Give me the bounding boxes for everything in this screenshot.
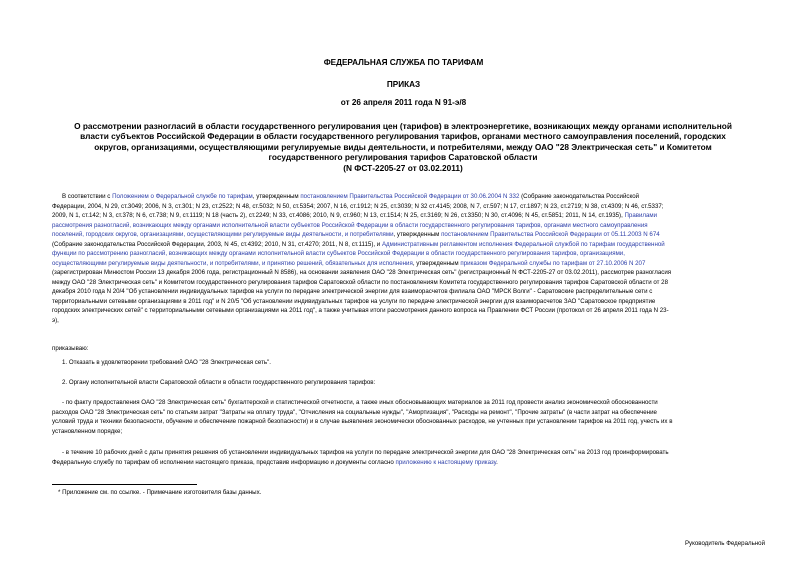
preamble-line — [52, 211, 768, 221]
link-appendix[interactable]: приложению к настоящему приказу — [395, 458, 497, 466]
preamble-line: Федерации, 2004, N 29, ст.3049; 2006, N 3, ст.301; N 23, ст.2522; N 48, ст.5032; N 50, ст.5354; 2007, N 16, ст.1912; N 25, ст.3039; N 32 ст.4145; 2008, N 7, ст.597; N 17, ст.1897; N 23, ст.2719; N 38, ст.4309; N 46, ст.5337; — [52, 202, 664, 210]
text-run: , утвержденным — [252, 193, 301, 200]
preamble-line — [52, 249, 768, 259]
signature-line: Руководитель Федеральной — [684, 540, 765, 547]
title-line: О рассмотрении разногласий в области государственного регулирования цен (тарифов) в электроэнергетике, возникающих между органами исполнительной — [74, 121, 732, 131]
order-subitem-1 — [52, 398, 768, 436]
order-item-2: 2. Органу исполнительной власти Саратовской области в области государственного регулирования тарифов: — [62, 379, 376, 386]
order-word: приказываю: — [52, 345, 89, 352]
text-run: (Собрание законодательства Российской Федерации, 2003, N 45, ст.4392; 2010, N 31, ст.4270; 2011, N 8, ст.1115), и — [52, 240, 382, 248]
preamble-line: э), — [52, 316, 59, 324]
subitem-line: установленном порядке; — [52, 427, 123, 435]
preamble-line: городских электрических сетей" с территориальными сетевыми организациями на 2011 год", а также учитывая итоги рассмотрения данного вопроса на Правлении ФСТ России (протокол от 26 апреля 2011 года N 23- — [52, 307, 669, 314]
order-subitem-2 — [52, 448, 768, 467]
preamble-line — [52, 230, 768, 240]
text-run: , утвержденным — [393, 231, 442, 238]
title-line: власти субъектов Российской Федерации в области государственного регулирования тарифов, органами местного самоуправления поселений, городских — [80, 131, 726, 142]
link-rules-end[interactable]: поселений, городских округов, организациями, осуществляющими регулируемые виды деятельности, и потребителями — [52, 231, 394, 238]
link-admin-regulation[interactable]: Административным регламентом исполнения Федеральной службой по тарифам государственной — [381, 240, 665, 248]
title-line: округов, организациями, осуществляющими регулируемые виды деятельности, и потребителями, между ОАО "28 Электрическая сеть" и Комитетом — [94, 141, 712, 152]
link-admin-regulation-end[interactable]: осуществляющими регулируемые виды деятельности, и потребителями, и принятию решений, обязательных для исполнения — [52, 259, 413, 267]
subitem-line: условий труда и техники безопасности, обучение и обеспечение пожарной безопасности) и в случае выявления экономически обоснованных расходов, не учтенных при установлении тарифов на 2011 год, учесть их в — [52, 418, 673, 425]
footnote: * Приложение см. по ссылке. - Примечание изготовителя базы данных. — [58, 489, 262, 496]
link-government-resolution-674[interactable]: постановлением Правительства Российской Федерации от 05.11.2003 N 674 — [441, 231, 660, 238]
text-run: 2009, N 1, ст.142; N 3, ст.378; N 6, ст.738; N 9, ст.1119; N 18 (часть 2), ст.2249; N 33, ст.4086; 2010, N 9, ст.960; N 13, ст.1514; N 25, ст.3169; N 26, ст.3350; N 30, ст.4096; N 45, ст.5851; 2011, N 14, ст.1935), — [52, 212, 625, 219]
title-line: государственного регулирования тарифов Саратовской области — [268, 152, 538, 163]
subitem-line: расходов ОАО "28 Электрическая сеть" по статьям затрат "Затраты на оплату труда", "Отчисления на социальные нужды", "Амортизация", "Расходы на ремонт", "Прочие затраты" (в части затрат на обеспечение — [52, 408, 657, 416]
document-type: ПРИКАЗ — [386, 80, 421, 89]
link-regulation-fst[interactable]: Положением о Федеральной службе по тарифам — [112, 193, 253, 200]
preamble-line — [52, 221, 768, 231]
title-line: (N ФСТ-2205-27 от 03.02.2011) — [343, 162, 463, 173]
text-run: (Собрание законодательства Российской — [519, 193, 640, 200]
preamble-line: между ОАО "28 Электрическая сеть" и Комитетом государственного регулирования тарифов Саратовской области по постановлениям Комитета государственного регулирования тарифов Саратовской области от 28 — [52, 278, 669, 286]
document-title — [52, 121, 754, 173]
preamble-line: (зарегистрирован Минюстом России 13 декабря 2006 года, регистрационный N 8586), на основании заявления ОАО "28 Электрическая сеть" (регистрационный N ФСТ-2205-27 от 03.02.2011), рассмотрев разногласия — [52, 269, 672, 276]
preamble-line: территориальными сетевыми организациями в 2011 год" и N 20/5 "Об установлении индивидуальных тарифов на услуги по передаче электрической энергии для взаиморасчетов ЗАО "Саратовское предприятие — [52, 297, 656, 305]
agency-heading: ФЕДЕРАЛЬНАЯ СЛУЖБА ПО ТАРИФАМ — [323, 58, 484, 67]
link-rules[interactable]: Правилами — [624, 212, 658, 219]
text-run: В соответствии с — [62, 193, 113, 200]
subitem-line — [52, 458, 768, 468]
link-rules-continued[interactable]: рассмотрения разногласий, возникающих между органами исполнительной власти субъектов Российской Федерации в области государственного регулирования тарифов, органами местного самоуправления — [52, 221, 648, 229]
text-run: , утвержденным — [412, 259, 461, 267]
preamble-paragraph — [52, 192, 768, 325]
subitem-line: - в течение 10 рабочих дней с даты принятия решения об установлении индивидуальных тарифов на услуги по передаче электрической энергии для ОАО "28 Электрическая сеть" на 2013 год проинформировать — [62, 449, 669, 456]
text-run: . — [496, 458, 498, 466]
preamble-line — [52, 192, 768, 202]
link-government-resolution-332[interactable]: постановлением Правительства Российской Федерации от 30.06.2004 N 332 — [300, 193, 520, 200]
subitem-line: - по факту предоставления ОАО "28 Электрическая сеть" бухгалтерской и статистической отчетности, а также иных обосновывающих материалов за 2011 год провести анализ экономической обоснованности — [62, 399, 658, 406]
preamble-line — [52, 259, 768, 269]
order-item-1: 1. Отказать в удовлетворении требований ОАО "28 Электрическая сеть". — [62, 359, 271, 366]
link-fst-order-207[interactable]: приказом Федеральной службы по тарифам от 27.10.2006 N 207 — [460, 259, 646, 267]
document-date-number: от 26 апреля 2011 года N 91-э/8 — [340, 98, 467, 107]
preamble-line: декабря 2010 года N 20/4 "Об установлении индивидуальных тарифов на услуги по передаче электрической энергии для взаиморасчетов филиала ОАО "МРСК Волги" - Саратовские распределительные сети с — [52, 288, 653, 295]
text-run: Федеральную службу по тарифам об исполнении настоящего приказа, представив информацию и документы согласно — [52, 458, 396, 466]
preamble-line — [52, 240, 768, 250]
footnote-divider — [52, 484, 197, 485]
link-admin-regulation-continued[interactable]: функции по рассмотрению разногласий, возникающих между органами исполнительной власти субъектов Российской Федерации в области государственного регулирования тарифов, организациями, — [52, 250, 625, 257]
